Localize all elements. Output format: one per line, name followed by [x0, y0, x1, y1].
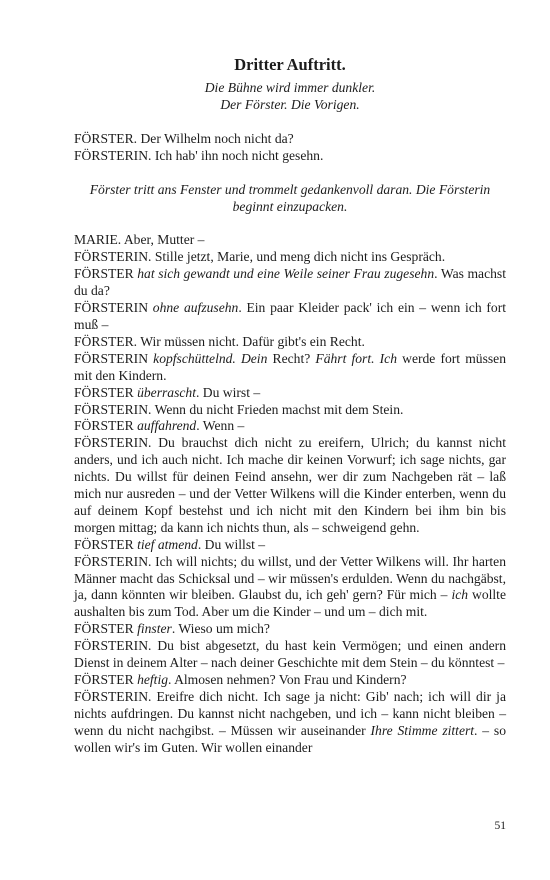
- dialogue-paragraph: [74, 249, 506, 266]
- scene-heading: Dritter Auftritt.: [234, 55, 346, 74]
- stage-direction-line: Der Förster. Die Vorigen.: [220, 96, 360, 112]
- dialogue-paragraph: [74, 402, 506, 419]
- dialogue-paragraph: [74, 435, 506, 536]
- dialogue-paragraph: [74, 266, 506, 300]
- text-segment: FÖRSTERIN. Du bist abgesetzt, du hast kein Vermögen; und einen andern Dienst in deinem Alter – nach deiner Geschichte mit dem Stein – du könntest –: [74, 638, 506, 671]
- text-segment: FÖRSTER: [74, 418, 138, 434]
- italic-segment: überrascht: [137, 384, 196, 400]
- italic-segment: Fährt fort. Ich: [315, 350, 397, 366]
- dialogue-paragraph: [74, 385, 506, 402]
- dialogue-paragraph: [74, 537, 506, 554]
- dialogue-line: FÖRSTER. Der Wilhelm noch nicht da?: [74, 130, 294, 146]
- dialogue-paragraph: [74, 672, 506, 689]
- text-segment: . Du wirst –: [195, 384, 261, 400]
- italic-segment: finster: [137, 621, 172, 637]
- italic-segment: heftig: [137, 672, 169, 687]
- text-segment: FÖRSTERIN. Du brauchst dich nicht zu ereifern, Ulrich; du kannst nicht anders, und ich auch nicht. Ich mache dir keinen Vorwurf; ich sage nichts, gar nichts. Du willst für deinen Feind ansehn, wer dir zum Nachgeben rät – laß mich nur ausreden – und der Vetter Wilkens will die Kinder enterben, wenn du auf deinem Kopf bestehst und ich nicht mit den Kindern bei ihm bin bis morgen mittag; da kann ich nichts thun, als – schweigend gehn.: [74, 435, 506, 535]
- text-segment: FÖRSTERIN. Ich will nichts; du willst, und der Vetter Wilkens will. Ihr harten Männer macht das Schicksal und – wir müssen's erdulden. Wenn du nachgäbst, ja, dann könnten wir bleiben. Glaubst du, ich geh' gern? Für mich –: [74, 553, 506, 603]
- text-segment: FÖRSTER: [74, 672, 138, 687]
- stage-direction: Förster tritt ans Fenster und trommelt gedankenvoll daran. Die Försterin beginnt einzupacken.: [89, 181, 491, 214]
- text-segment: . Du willst –: [197, 536, 266, 552]
- dialogue-block: [74, 232, 506, 756]
- italic-segment: ohne aufzusehn: [152, 300, 239, 316]
- text-segment: . Ein paar Kleider pack' ich ein – wenn ich fort muß –: [74, 300, 507, 332]
- dialogue-paragraph: [74, 554, 506, 622]
- dialogue-paragraph: [74, 334, 506, 351]
- text-segment: FÖRSTERIN. Wenn du nicht Frieden machst mit dem Stein.: [74, 401, 404, 417]
- text-segment: FÖRSTERIN. Stille jetzt, Marie, und meng dich nicht ins Gespräch.: [74, 249, 446, 265]
- stage-direction-line: Die Bühne wird immer dunkler.: [204, 80, 376, 95]
- text-segment: FÖRSTER. Wir müssen nicht. Dafür gibt's ein Recht.: [74, 333, 365, 349]
- text-segment: FÖRSTERIN: [74, 300, 153, 316]
- text-segment: FÖRSTER: [74, 536, 138, 552]
- text-segment: werde fort müssen mit den Kindern.: [74, 350, 506, 383]
- dialogue-line: FÖRSTERIN. Ich hab' ihn noch nicht gesehn.: [74, 147, 324, 163]
- text-segment: . Wieso um mich?: [171, 621, 270, 637]
- dialogue-paragraph: [74, 351, 506, 385]
- text-segment: . Wenn –: [196, 418, 245, 434]
- dialogue-paragraph: [74, 418, 506, 435]
- text-segment: . – so wollen wir's im Guten. Wir wollen einander: [74, 722, 506, 755]
- dialogue-paragraph: [74, 300, 506, 334]
- text-segment: Recht?: [267, 350, 316, 366]
- text-segment: FÖRSTERIN: [74, 350, 154, 366]
- text-segment: FÖRSTER: [74, 384, 138, 400]
- dialogue-paragraph: [74, 621, 506, 638]
- italic-segment: tief atmend: [137, 536, 198, 552]
- italic-segment: auffahrend: [137, 418, 197, 434]
- text-segment: FÖRSTERIN. Ereifre dich nicht. Ich sage ja nicht: Gib' nach; ich will dir ja nichts aufdringen. Du kannst nicht nachgeben, und ich – kann nicht bleiben – wenn du nicht nachgibst. – Müssen wir auseinander: [74, 688, 506, 738]
- dialogue-paragraph: [74, 689, 506, 757]
- text-page: [74, 54, 506, 757]
- text-segment: wollte aushalten bis zum Tod. Aber um die Kinder – und um – dich mit.: [74, 587, 506, 620]
- dialogue-paragraph: [74, 232, 506, 249]
- text-segment: . Was machst du da?: [74, 266, 506, 299]
- page-number: 51: [494, 820, 506, 832]
- text-segment: FÖRSTER: [74, 621, 138, 637]
- italic-segment: Ihre Stimme zittert: [370, 722, 475, 738]
- italic-segment: kopfschüttelnd. Dein: [153, 350, 268, 366]
- italic-segment: hat sich gewandt und eine Weile seiner Frau zugesehn: [137, 266, 435, 282]
- text-segment: FÖRSTER: [74, 266, 138, 282]
- dialogue-paragraph: [74, 638, 506, 672]
- text-segment: . Almosen nehmen? Von Frau und Kindern?: [168, 672, 407, 687]
- italic-segment: ich: [451, 587, 469, 603]
- text-segment: MARIE. Aber, Mutter –: [74, 232, 205, 248]
